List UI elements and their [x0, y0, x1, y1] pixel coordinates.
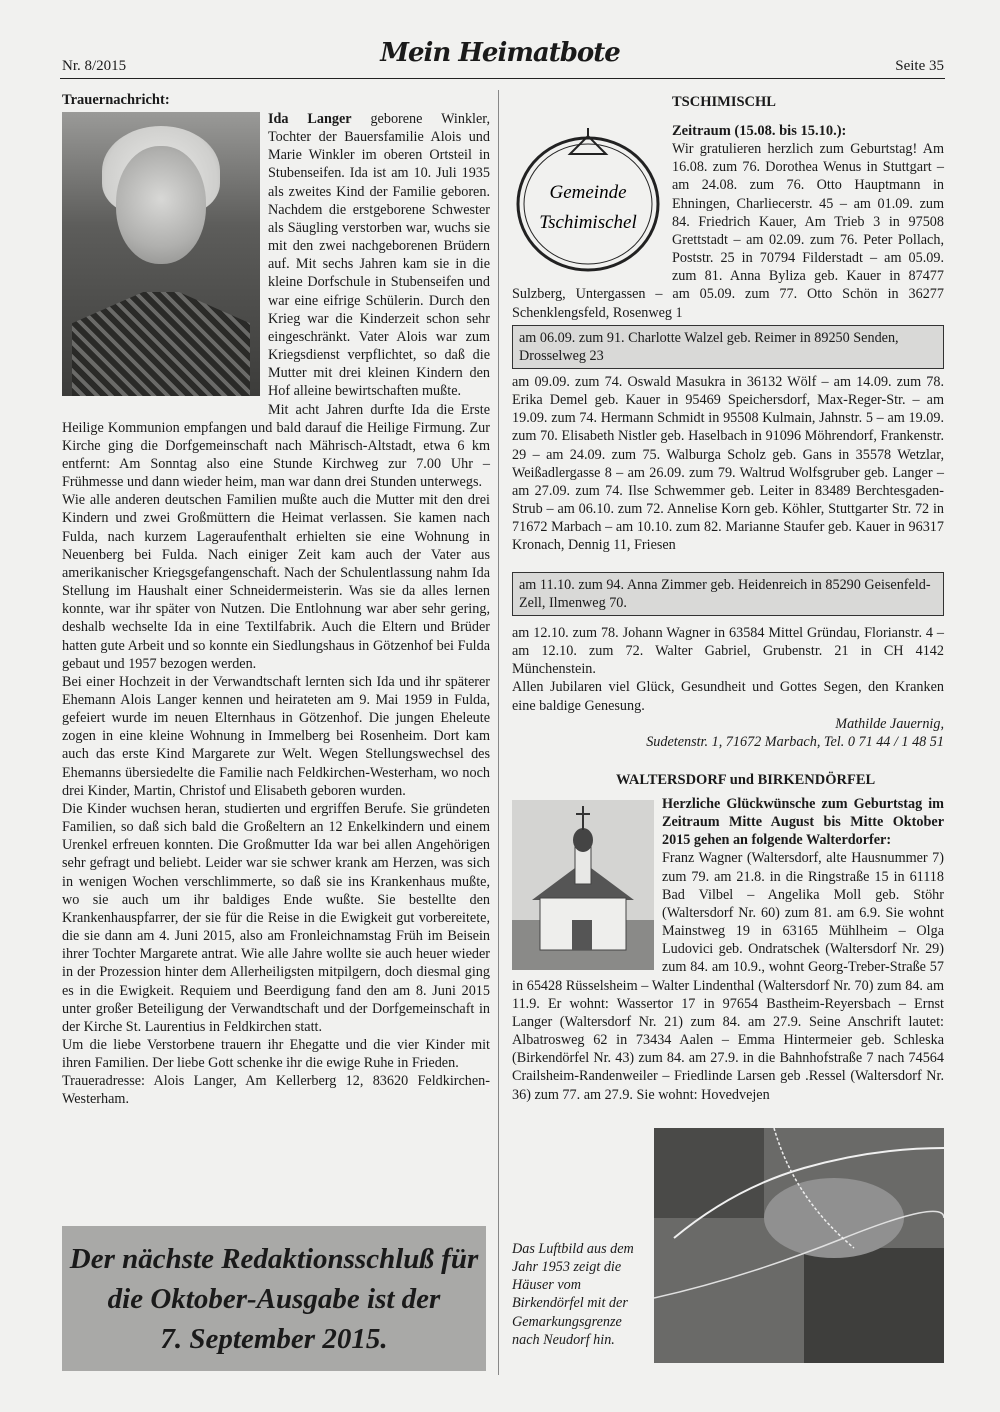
obituary-title: Trauernachricht:: [62, 92, 170, 108]
deadline-line-2: die Oktober-Ausgabe ist der: [107, 1282, 441, 1315]
birthday-box-2: am 11.10. zum 94. Anna Zimmer geb. Heidenreich in 85290 Geisenfeld-Zell, Ilmenweg 70.: [512, 572, 944, 616]
deceased-name: Ida Langer: [268, 111, 352, 127]
seal-float-spacer: [512, 122, 672, 277]
waltersdorf-title: WALTERSDORF und BIRKENDÖRFEL: [616, 772, 876, 788]
tschimischl-end-text: am 12.10. zum 78. Johann Wagner in 63584 Mittel Gründau, Florianstr. 4 – am 12.10. zum 72. Walter Gabriel, Grubenstr. 21 in CH 4142 Münchenstein.: [512, 625, 944, 678]
seal-text-2: Tschimischel: [539, 212, 637, 233]
obituary-paragraph-2: Mit acht Jahren durfte Ida die Erste Heilige Kommunion empfangen und bald darauf die Heilige Firmung. Zur Kirche ging die Dorfgemeinschaft nach Mährisch-Altstadt, etwa 6 km entfernt: Am Sonntag also eine Stunde Kirchweg zur 7.00 Uhr – Frühmesse und dann wieder heim, man war dann drei Stunden unterwegs.: [62, 401, 490, 491]
seal-text-1: Gemeinde: [549, 182, 627, 203]
tschimischl-mid-text: am 09.09. zum 74. Oswald Masukra in 36132 Wölf – am 14.09. zum 78. Erika Demel geb. Kauer in 95469 Speichersdorf, Max-Reger-Str. – am 19.09. zum 74. Hermann Schmidt in 95508 Kulmain, Jahnstr. 5 – am 19.09. zum 70. Elisabeth Nistler geb. Haselbach in 91096 Möhrendorf, Frankenstr. 29 – am 24.09. zum 75. Walburga Scholz geb. Gans in 35578 Wetzlar, Weißadlergasse 8 – am 26.09. zum 79. Waltrud Wolfsgruber geb. Langer – am 27.09. zum 74. Ilse Schwemmer geb. Leiter in 83489 Berchtesgaden-Strub – am 06.10. zum 72. Annelise Korn geb. Köhler, Stuttgarter Str. 72 in 71672 Marbach – am 10.10. zum 82. Marianne Staufer geb. Kauer in 96317 Kronach, Dennig 11, Friesen: [512, 374, 944, 554]
obituary-paragraph-6: Um die liebe Verstorbene trauern ihr Ehegatte und die vier Kinder mit ihren Familien. Der liebe Gott schenke ihr die ewige Ruhe in Frieden.: [62, 1036, 490, 1072]
tschimischl-period: Zeitraum (15.08. bis 15.10.):: [672, 123, 847, 139]
deadline-line-1: Der nächste Redaktionsschluß für: [69, 1242, 479, 1275]
photo-float-spacer: [62, 110, 268, 406]
waltersdorf-body: Franz Wagner (Waltersdorf, alte Hausnummer 7) zum 79. am 21.8. in die Ringstraße 15 in 61118 Bad Vilbel – Angelika Moll geb. Stöhr (Waltersdorf Nr. 60) zum 81. am 6.9. Sie wohnt Mainstweg 19 in 63165 Mühlheim – Olga Ludovici geb. Ondratschek (Waltersdorf Nr. 29) zum 84. am 10.9., wohnt Georg-Treber-Straße 57 in 65428 Rüsselsheim – Walter Lindenthal (Waltersdorf Nr. 70) zum 84. am 11.9. Er wohnt: Wassertor 17 in 97654 Bastheim-Reyersbach – Ernst Langer (Waltersdorf Nr. 21) zum 84. am 27.9. Seine Anschrift lautet: Albatrosweg 62 in 73434 Aalen – Emma Hintermeier geb. Schleska (Birkendörfel Nr. 43) zum 84. am 27.9. in die Bahnhofstraße 7 nach 74564 Crailsheim-Randenweiler – Friedlinde Larsen geb .Ressel (Waltersdorf Nr. 36) zum 77. am 27.9. Sie wohnt: Hovedvejen: [512, 850, 944, 1103]
header-rule: [60, 78, 945, 79]
obituary-paragraph-3: Wie alle anderen deutschen Familien mußte auch die Mutter mit den drei Kindern und zwei Großmüttern die Heimat verlassen. Sie kamen nach Fulda, nach kurzem Lageraufenthalt erhielten sie eine Wohnung in Neuenberg bei Fulda. Nach einiger Zeit kam auch der Vater aus amerikanischer Kriegsgefangenschaft. Nach der Schulentlassung nahm Ida Stellung im Haushalt einer Schneidermeisterin. Was sie da alles lernen konnte, war ihr später von Nutzen. Die Entlohnung war aber sehr gering, deshalb wechselte Ida in eine Textilfabrik. Auch die Eltern und Brüder hatten gute Arbeit und so konnte ein Siedlungshaus in Götzenhof bei Fulda gebaut und 1957 bezogen werden.: [62, 492, 490, 672]
column-rule: [498, 90, 499, 1375]
tschimischl-text: [512, 122, 944, 322]
tschimischl-end: [512, 624, 944, 751]
waltersdorf-text: [512, 795, 944, 1104]
obituary-paragraph-7: Traueradresse: Alois Langer, Am Kellerberg 12, 83620 Feldkirchen-Westerham.: [62, 1073, 490, 1108]
obituary-paragraph-5: Die Kinder wuchsen heran, studierten und ergriffen Berufe. Sie gründeten Familien, so daß sich bald die Großeltern an 12 Enkelkindern und einem Urenkel erfreuen konnten. Die Großmutter Ida war bei allen Angehörigen sehr gefragt und beliebt. Leider war sie schwer krank am Herzen, was sich in wenigen Wochen verschlimmerte, so daß sie ins Krankenhaus mußte, wo sie auch um ihr baldiges Ende wußte. Sie bestellte den Krankenhauspfarrer, der sie für die Reise in die Ewigkeit gut vorbereitete, die sie dann am 4. Juni 2015, also am Fronleichnamstag Früh im Beisein ihrer Tochter Margarete antrat. Wie alle Jahre wollte sie auch heuer wieder in der Prozession hinter dem Allerheiligsten mitpilgern, doch diesmal ging es in die Ewigkeit. Requiem und Beerdigung fand den am 8. Juni 2015 unter großer Beteiligung der Verwandtschaft und der Dorfgemeinschaft in der Kirche St. Laurentius in Feldkirchen statt.: [62, 800, 490, 1035]
masthead-logo: Mein Heimatbote: [380, 38, 620, 68]
signature-name: Mathilde Jauernig,: [835, 715, 944, 732]
signature-address: Sudetenstr. 1, 71672 Marbach, Tel. 0 71 44 / 1 48 51: [646, 733, 944, 750]
tschimischl-intro: Wir gratulieren herzlich zum Geburtstag! Am 16.08. zum 76. Dorothea Wenus in Stuttgart – am 24.08. zum 76. Otto Hauptmann in Ehningen, Charliecerstr. 45 – am 01.09. zum 84. Friedrich Kauer, Am Trieb 3 in 97508 Grettstadt – am 02.09. zum 76. Peter Pollach, Poststr. 25 in 70794 Filderstadt – am 05.09. zum 81. Anna Byliza geb. Kauer in 87477 Sulzberg, Untergassen – am 05.09. zum 77. Otto Schön in 36277 Schenklengsfeld, Rosenweg 1: [512, 141, 944, 321]
obituary-text: [62, 110, 490, 1109]
aerial-caption: Das Luftbild aus dem Jahr 1953 zeigt die Häuser vom Birkendörfel mit der Gemarkungsgrenze nach Neudorf hin.: [512, 1241, 634, 1348]
birthday-box-1: am 06.09. zum 91. Charlotte Walzel geb. Reimer in 89250 Senden, Drosselweg 23: [512, 325, 944, 369]
deadline-line-3: 7. September 2015.: [160, 1322, 388, 1355]
tschimischl-title: TSCHIMISCHL: [672, 94, 776, 110]
issue-number: Nr. 8/2015: [62, 58, 127, 74]
church-float-spacer: [512, 795, 662, 975]
deadline-notice: [62, 1226, 486, 1371]
page-number: Seite 35: [895, 58, 944, 74]
tschimischl-mid: [512, 373, 944, 555]
obituary-paragraph-4: Bei einer Hochzeit in der Verwandtschaft lernten sich Ida und ihr späterer Ehemann Alois Langer kennen und heirateten am 9. Mai 1959 in Fulda, gefeiert wurde im neuen Elternhaus in Götzenhof. Die jungen Eheleute zogen in eine kleine Wohnung in Immelberg bei Rosenheim. Dort kam auch das erste Kind Margarete zur Welt. Wegen Stellungswechsel des Ehemanns übersiedelte die Familie nach Feldkirchen-Westerham, wo noch drei Kinder, Martin, Christof und Elisabeth geboren wurden.: [62, 673, 490, 799]
waltersdorf-lead: Herzliche Glückwünsche zum Geburtstag im Zeitraum Mitte August bis Mitte Oktober 2015 gehen an folgende Walterdorfer:: [662, 796, 944, 849]
tschimischl-wish: Allen Jubilaren viel Glück, Gesundheit und Gottes Segen, den Kranken eine baldige Genesung.: [512, 679, 944, 714]
obituary-p1-text: geborene Winkler, Tochter der Bauersfamilie Alois und Marie Winkler im oberen Ortsteil in Stubenseifen. Ida ist am 10. Juli 1935 als zweites Kind der Familie geboren. Nachdem die erstgeborene Schwester als Säugling verstorben war, wuchs sie mit den zwei nachgeborenen Brüdern auf. Mit sechs Jahren kam sie in die kleine Dorfschule in Stubenseifen und war eine eifrige Schülerin. Durch den Krieg war die Kinderzeit schon sehr eingeschränkt. Vater Alois war zum Kriegsdienst verpflichtet, so daß die Mutter mit drei kleinen Kindern den Hof alleine bewirtschaften mußte.: [268, 111, 490, 400]
aerial-photo: [654, 1128, 944, 1363]
